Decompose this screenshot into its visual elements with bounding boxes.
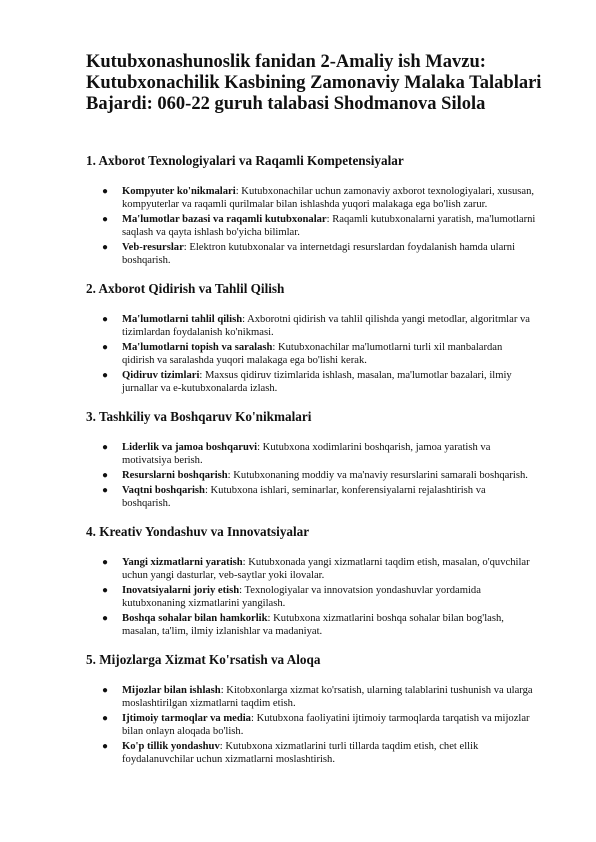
bullet-icon: ● (102, 214, 109, 225)
list-item (86, 213, 536, 239)
item-term: Ijtimoiy tarmoqlar va media (122, 713, 251, 724)
title-line-1: Kutubxonashunoslik fanidan 2-Amaliy ish Mavzu: (86, 52, 486, 72)
title-line-2: Kutubxonachilik Kasbining Zamonaviy Malaka Talablari (86, 73, 542, 93)
item-term: Ma'lumotlarni tahlil qilish (122, 314, 243, 325)
list-item (86, 740, 536, 766)
item-term: Kompyuter ko'nikmalari (122, 186, 236, 197)
title-line-3: Bajardi: 060-22 guruh talabasi Shodmanova Silola (86, 94, 486, 114)
bullet-icon: ● (102, 186, 109, 197)
section-heading: 3. Tashkiliy va Boshqaruv Ko'nikmalari (86, 409, 312, 424)
bullet-icon: ● (102, 713, 109, 724)
item-text: : Maxsus qidiruv tizimlarida ishlash, masalan, ma'lumotlar bazalari, ilmiy jurnallar va e-kutubxonalarda izlash. (122, 370, 512, 394)
bullet-icon: ● (102, 613, 109, 624)
item-text: : Elektron kutubxonalar va internetdagi resurslardan foydalanish hamda ularni boshqarish. (122, 242, 516, 266)
bullet-icon: ● (102, 342, 109, 353)
list-item (86, 484, 536, 510)
bullet-list (86, 684, 536, 766)
item-term: Veb-resurslar (122, 242, 184, 253)
item-text: : Kutubxonachilar ma'lumotlarni turli xil manbalardan qidirish va saralashda yuqori malakaga ega bo'lishi kerak. (122, 342, 503, 366)
list-item (86, 441, 536, 467)
list-item (86, 469, 536, 482)
list-item (86, 556, 536, 582)
list-item (86, 712, 536, 738)
bullet-icon: ● (102, 442, 109, 453)
item-term: Resurslarni boshqarish (122, 470, 228, 481)
document-title (86, 52, 542, 115)
bullet-list (86, 313, 536, 395)
item-term: Qidiruv tizimlari (122, 370, 200, 381)
item-text: : Kitobxonlarga xizmat ko'rsatish, ularning talablarini tushunish va ularga moslashtirilgan xizmatlarni taqdim etish. (122, 685, 533, 709)
section-4 (86, 524, 536, 638)
section-1 (86, 153, 536, 267)
bullet-list (86, 185, 536, 267)
section-heading: 2. Axborot Qidirish va Tahlil Qilish (86, 281, 285, 296)
section-heading: 1. Axborot Texnologiyalari va Raqamli Kompetensiyalar (86, 153, 404, 168)
bullet-list (86, 441, 536, 510)
item-text: : Kutubxona faoliyatini ijtimoiy tarmoqlarda tarqatish va mijozlar bilan onlayn aloqada bo'lish. (122, 713, 530, 737)
item-text: : Kutubxona xodimlarini boshqarish, jamoa yaratish va motivatsiya berish. (122, 442, 491, 466)
bullet-icon: ● (102, 685, 109, 696)
bullet-icon: ● (102, 470, 109, 481)
item-text: : Kutubxona xizmatlarini turli tillarda taqdim etish, chet ellik foydalanuvchilar uchun xizmatlarni moslashtirish. (122, 741, 479, 765)
bullet-icon: ● (102, 557, 109, 568)
item-text: : Raqamli kutubxonalarni yaratish, ma'lumotlarni saqlash va qayta ishlash bo'yicha bilimlar. (122, 214, 536, 238)
item-term: Inovatsiyalarni joriy etish (122, 585, 240, 596)
bullet-icon: ● (102, 242, 109, 253)
item-term: Ko'p tillik yondashuv (122, 741, 220, 752)
bullet-list (86, 556, 536, 638)
list-item (86, 313, 536, 339)
item-term: Ma'lumotlar bazasi va raqamli kutubxonalar (122, 214, 327, 225)
section-2 (86, 281, 536, 395)
item-text: : Kutubxonada yangi xizmatlarni taqdim etish, masalan, o'quvchilar uchun yangi dasturlar, veb-saytlar yoki ilovalar. (122, 557, 530, 581)
list-item (86, 185, 536, 211)
item-text: : Axborotni qidirish va tahlil qilishda yangi metodlar, algoritmlar va tizimlardan foydalanish ko'nikmasi. (122, 314, 531, 338)
item-term: Mijozlar bilan ishlash (122, 685, 221, 696)
section-heading: 4. Kreativ Yondashuv va Innovatsiyalar (86, 524, 310, 539)
item-term: Boshqa sohalar bilan hamkorlik (122, 613, 268, 624)
section-3 (86, 409, 536, 510)
list-item (86, 369, 536, 395)
list-item (86, 684, 536, 710)
bullet-icon: ● (102, 314, 109, 325)
item-term: Yangi xizmatlarni yaratish (122, 557, 243, 568)
item-term: Vaqtni boshqarish (122, 485, 205, 496)
section-heading: 5. Mijozlarga Xizmat Ko'rsatish va Aloqa (86, 652, 321, 667)
list-item (86, 584, 536, 610)
list-item (86, 241, 536, 267)
item-term: Liderlik va jamoa boshqaruvi (122, 442, 258, 453)
item-text: : Texnologiyalar va innovatsion yondashuvlar yordamida kutubxonaning xizmatlarini yangilash. (122, 585, 481, 609)
bullet-icon: ● (102, 370, 109, 381)
bullet-icon: ● (102, 585, 109, 596)
item-text: : Kutubxonaning moddiy va ma'naviy resurslarini samarali boshqarish. (227, 470, 528, 481)
item-text: : Kutubxona xizmatlarini boshqa sohalar bilan bog'lash, masalan, ta'lim, ilmiy izlanishlar va madaniyat. (122, 613, 504, 637)
item-text: : Kutubxona ishlari, seminarlar, konferensiyalarni rejalashtirish va boshqarish. (122, 485, 486, 509)
bullet-icon: ● (102, 741, 109, 752)
list-item (86, 612, 536, 638)
sections-container (86, 153, 536, 766)
bullet-icon: ● (102, 485, 109, 496)
item-term: Ma'lumotlarni topish va saralash (122, 342, 273, 353)
section-5 (86, 652, 536, 766)
item-text: : Kutubxonachilar uchun zamonaviy axborot texnologiyalari, xususan, kompyuterlar va raqamli qurilmalar bilan ishlashda yuqori malakaga ega bo'lish zarur. (122, 186, 535, 210)
list-item (86, 341, 536, 367)
